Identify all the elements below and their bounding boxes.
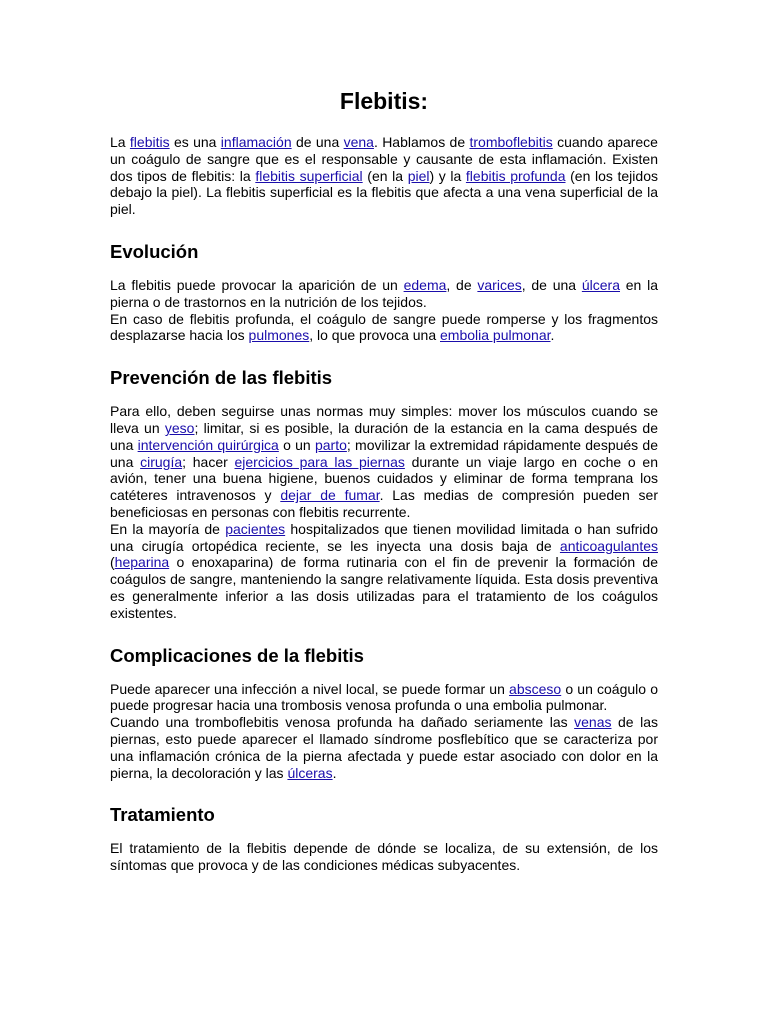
text-run: ; limitar, si es posible, la duración de la estancia en la cama después de una	[110, 419, 658, 453]
link-edema[interactable]: edema	[403, 276, 447, 293]
link-intervencion-quirurgica[interactable]: intervención quirúrgica	[137, 436, 279, 453]
link-varices[interactable]: varices	[477, 276, 522, 293]
text-run: En la mayoría de	[110, 520, 226, 537]
link-tromboflebitis[interactable]: tromboflebitis	[469, 134, 553, 150]
section-complicaciones-de-la-flebitis	[110, 644, 658, 782]
link-ulcera[interactable]: úlcera	[581, 276, 620, 293]
text-run: en la pierna o de trastornos en la nutrición de los tejidos.	[110, 276, 658, 310]
link-heparina[interactable]: heparina	[114, 554, 170, 571]
link-vena[interactable]: vena	[343, 134, 374, 150]
link-pulmones[interactable]: pulmones	[248, 327, 310, 344]
link-parto[interactable]: parto	[314, 436, 347, 453]
text-run: cuando aparece un coágulo de sangre que es el responsable y causante de esta inflamación. Existen dos tipos de flebitis: la	[110, 134, 658, 184]
link-flebitis-profunda[interactable]: flebitis profunda	[465, 167, 566, 184]
text-run: , de una	[521, 276, 582, 293]
text-run: (en la	[362, 167, 408, 184]
text-run: , lo que provoca una	[309, 327, 440, 344]
section-tratamiento	[110, 803, 658, 874]
link-dejar-de-fumar[interactable]: dejar de fumar	[280, 487, 380, 504]
paragraph	[110, 840, 658, 874]
link-inflamacion[interactable]: inflamación	[220, 134, 292, 150]
page-title: Flebitis:	[339, 88, 429, 114]
link-ulceras[interactable]: úlceras	[287, 764, 333, 781]
paragraph	[110, 311, 658, 345]
paragraph	[110, 403, 658, 521]
text-run: (en los tejidos debajo la piel). La flebitis superficial es la flebitis que afecta a una vena superficial de la piel.	[110, 167, 658, 218]
link-piel[interactable]: piel	[407, 167, 430, 184]
section-evolucion	[110, 240, 658, 344]
text-run: . Hablamos de	[373, 134, 470, 150]
section-heading: Complicaciones de la flebitis	[110, 644, 364, 666]
text-run: ) y la	[429, 167, 466, 184]
text-run: . Las medias de compresión pueden ser beneficiosas en personas con flebitis recurrente.	[110, 487, 658, 520]
text-run: .	[550, 327, 555, 344]
text-run: ; hacer	[182, 453, 235, 470]
text-run: de una	[291, 134, 344, 150]
text-run: hospitalizados que tienen movilidad limitada o han sufrido una cirugía ortopédica reciente, se les inyecta una dosis baja de	[110, 520, 658, 554]
link-flebitis[interactable]: flebitis	[129, 134, 170, 150]
text-run: durante un viaje largo en coche o en avión, tener una buena higiene, buenos cuidados y eliminar de forma temprana los catéteres intravenosos y	[110, 453, 658, 504]
sections-container	[110, 240, 658, 874]
text-run: Cuando una tromboflebitis venosa profunda ha dañado seriamente las	[110, 714, 575, 731]
text-run: Para ello, deben seguirse unas normas muy simples: mover los músculos cuando se lleva un	[110, 403, 658, 436]
section-prevencion-de-las-flebitis	[110, 366, 658, 621]
text-run: Puede aparecer una infección a nivel local, se puede formar un	[110, 680, 510, 697]
paragraph	[110, 277, 658, 311]
link-anticoagulantes[interactable]: anticoagulantes	[559, 537, 658, 554]
paragraph	[110, 521, 658, 622]
text-run: La flebitis puede provocar la aparición de un	[110, 276, 404, 293]
link-venas[interactable]: venas	[574, 714, 612, 731]
link-embolia-pulmonar[interactable]: embolia pulmonar	[440, 327, 551, 344]
link-yeso[interactable]: yeso	[164, 419, 195, 436]
paragraph	[110, 681, 658, 715]
text-run: (	[110, 554, 115, 571]
intro-block	[110, 134, 658, 218]
text-run: de las piernas, esto puede aparecer el llamado síndrome posflebítico que se caracteriza por una inflamación crónica de la pierna afectada y puede estar asociado con dolor en la pierna, la decoloración y las	[110, 714, 658, 781]
link-absceso[interactable]: absceso	[509, 680, 562, 697]
link-flebitis-superficial[interactable]: flebitis superficial	[255, 167, 363, 184]
text-run: ; movilizar la extremidad rápidamente después de una	[110, 436, 659, 470]
text-run: es una	[169, 134, 221, 150]
link-ejercicios-para-las-piernas[interactable]: ejercicios para las piernas	[234, 453, 405, 470]
paragraph	[110, 714, 658, 781]
text-run: o enoxaparina) de forma rutinaria con el fin de prevenir la formación de coágulos de sangre, manteniendo la sangre relativamente líquida. Esta dosis preventiva es generalmente inferior a las dosis utilizadas para el tratamiento de los coágulos existentes.	[110, 554, 658, 621]
text-run: , de	[446, 276, 478, 293]
text-run: o un	[278, 436, 315, 453]
link-cirugia[interactable]: cirugía	[140, 453, 183, 470]
link-pacientes[interactable]: pacientes	[225, 520, 286, 537]
section-heading: Evolución	[110, 240, 199, 262]
text-run: o un coágulo o puede progresar hacia una trombosis venosa profunda o una embolia pulmonar.	[110, 680, 659, 714]
section-heading: Tratamiento	[110, 804, 215, 826]
paragraph	[110, 134, 658, 218]
section-heading: Prevención de las flebitis	[110, 367, 333, 389]
text-run: .	[332, 764, 337, 781]
text-run: El tratamiento de la flebitis depende de dónde se localiza, de su extensión, de los síntomas que provoca y de las condiciones médicas subyacentes.	[110, 840, 658, 874]
text-run: En caso de flebitis profunda, el coágulo de sangre puede romperse y los fragmentos desplazarse hacia los	[110, 310, 658, 344]
text-run: La	[110, 134, 130, 150]
